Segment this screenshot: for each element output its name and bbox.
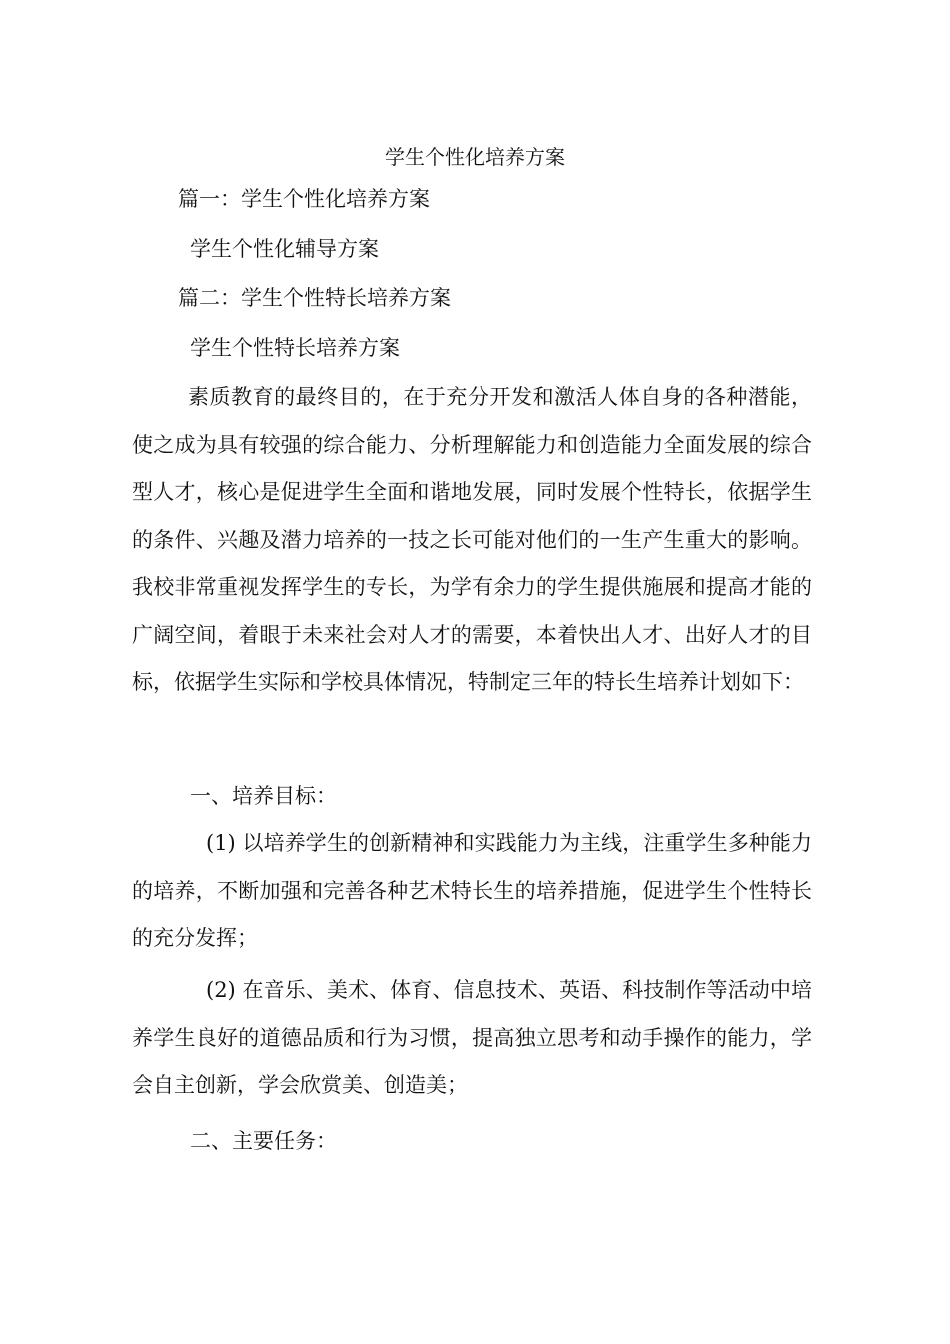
heading-part-two: 篇二：学生个性特长培养方案 bbox=[178, 286, 451, 310]
goal-item-1: (1) 以培养学生的创新精神和实践能力为主线，注重学生多种能力的培养，不断加强和完善各种艺术特长生的培养措施，促进学生个性特长的充分发挥； bbox=[132, 831, 812, 950]
goal-item-2: (2) 在音乐、美术、体育、信息技术、英语、科技制作等活动中培养学生良好的道德品质和行为习惯，提高独立思考和动手操作的能力，学会自主创新，学会欣赏美、创造美； bbox=[132, 978, 812, 1097]
subheading-individual-tutoring: 学生个性化辅导方案 bbox=[190, 237, 379, 261]
heading-part-one: 篇一：学生个性化培养方案 bbox=[178, 187, 430, 211]
subheading-talent-training: 学生个性特长培养方案 bbox=[190, 336, 400, 360]
document-title: 学生个性化培养方案 bbox=[385, 145, 565, 169]
section-heading-goals: 一、培养目标： bbox=[190, 784, 337, 808]
section-heading-tasks: 二、主要任务： bbox=[190, 1129, 337, 1153]
intro-paragraph: 素质教育的最终目的，在于充分开发和激活人体自身的各种潜能，使之成为具有较强的综合能力、分析理解能力和创造能力全面发展的综合型人才，核心是促进学生全面和谐地发展，同时发展个性特长，依据学生的条件、兴趣及潜力培养的一技之长可能对他们的一生产生重大的影响。我校非常重视发挥学生的专长，为学有余力的学生提供施展和提高才能的广阔空间，着眼于未来社会对人才的需要，本着快出人才、出好人才的目标，依据学生实际和学校具体情况，特制定三年的特长生培养计划如下： bbox=[132, 385, 812, 694]
